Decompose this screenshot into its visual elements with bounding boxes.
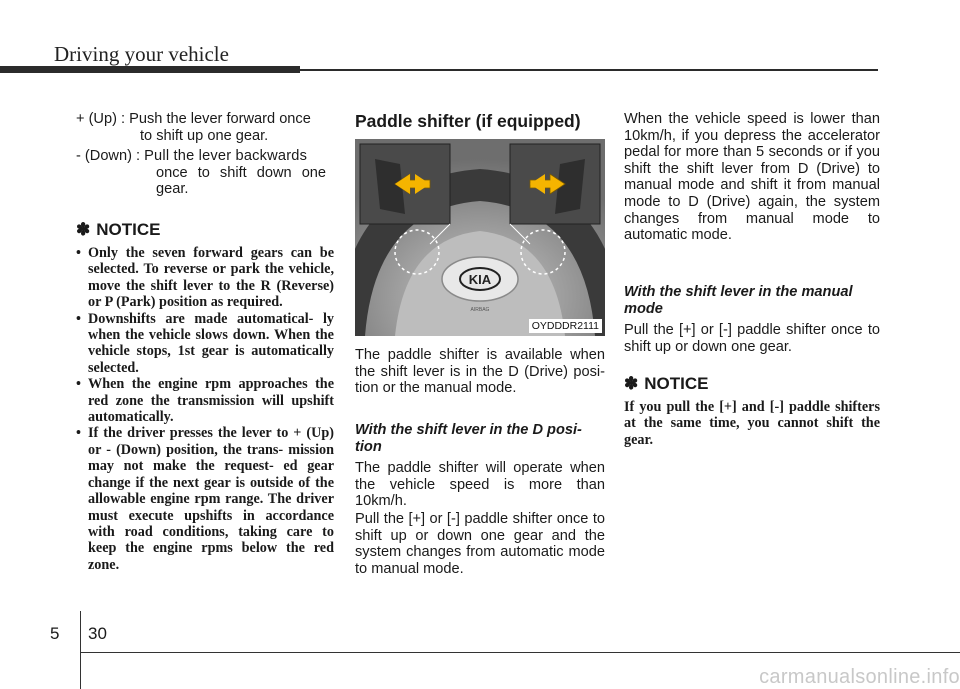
airbag-text: AIRBAG (470, 307, 490, 313)
subheading: With the shift lever in the manual mode (624, 284, 853, 317)
header-title: Driving your vehicle (54, 42, 229, 66)
figure-code: OYDDDR2111 (529, 319, 602, 333)
def-up-desc2: to shift up one gear. (140, 127, 269, 144)
notice-text: If you pull the [+] and [-] paddle shifters at the same time, you cannot shift the gear. (624, 399, 880, 448)
footer-vline (80, 611, 81, 689)
steering-wheel-illustration (355, 139, 605, 336)
header-bar (0, 66, 300, 73)
kia-logo-text: KIA (468, 272, 492, 287)
def-down (76, 148, 336, 198)
def-down-desc: Pull the lever backwards (144, 148, 308, 164)
def-up-term: + (Up) : (76, 111, 126, 127)
paragraph: The paddle shifter is available when the shift lever is in the D (Drive) posi- tion or the manual mode. (355, 347, 605, 397)
def-down-term: - (Down) : (76, 148, 141, 164)
list-item: • If the driver presses the lever to + (Up) or - (Down) position, the trans- mission may not make the request- ed gear change if the next gear is outside of the allowable engine rpm range. The driver must execute upshifts in accordance with road conditions, taking care to keep the engine rpms below the red zone. (76, 425, 334, 573)
paragraph: Pull the [+] or [-] paddle shifter once to shift up or down one gear and the system changes from automatic mode to manual mode. (355, 511, 605, 577)
header-rule (300, 69, 878, 71)
subheading: With the shift lever in the D posi- tion (355, 422, 582, 455)
def-down-desc3: gear. (156, 181, 189, 197)
paragraph: Pull the [+] or [-] paddle shifter once to shift up or down one gear. (624, 322, 880, 355)
paragraph: When the vehicle speed is lower than 10km/h, if you depress the accelerator pedal for more than 5 seconds or if you shift the shift lever from D (Drive) to manual mode and shift it from manual mode to D (Drive) again, the system changes from manual mode to automatic mode. (624, 111, 880, 244)
list-item: • Downshifts are made automatical- ly when the vehicle slows down. When the vehicle stops, 1st gear is automatically selected. (76, 311, 334, 377)
def-up (76, 111, 336, 144)
watermark: carmanualsonline.info (759, 666, 960, 688)
notice-bullets (76, 245, 334, 573)
list-item: • Only the seven forward gears can be selected. To reverse or park the vehicle, move the shift lever to the R (Reverse) or P (Park) position as required. (76, 245, 334, 311)
page-number: 30 (88, 624, 107, 643)
notice-heading-1 (76, 220, 160, 240)
list-item: • When the engine rpm approaches the red zone the transmission will upshift automatically. (76, 376, 334, 425)
section-title: Paddle shifter (if equipped) (355, 111, 581, 131)
section-number: 5 (50, 624, 60, 643)
cross-star-icon: ✽ (624, 374, 639, 393)
def-up-desc: Push the lever forward once (129, 111, 311, 127)
cross-star-icon: ✽ (76, 220, 91, 239)
def-down-desc2: once to shift down one (156, 164, 327, 181)
footer-hline (80, 652, 960, 653)
notice-title-1: NOTICE (96, 220, 161, 239)
steering-wheel-figure (355, 139, 605, 336)
paragraph: The paddle shifter will operate when the vehicle speed is more than 10km/h. (355, 460, 605, 510)
notice-title-2: NOTICE (644, 374, 709, 393)
notice-heading-2 (624, 374, 708, 394)
